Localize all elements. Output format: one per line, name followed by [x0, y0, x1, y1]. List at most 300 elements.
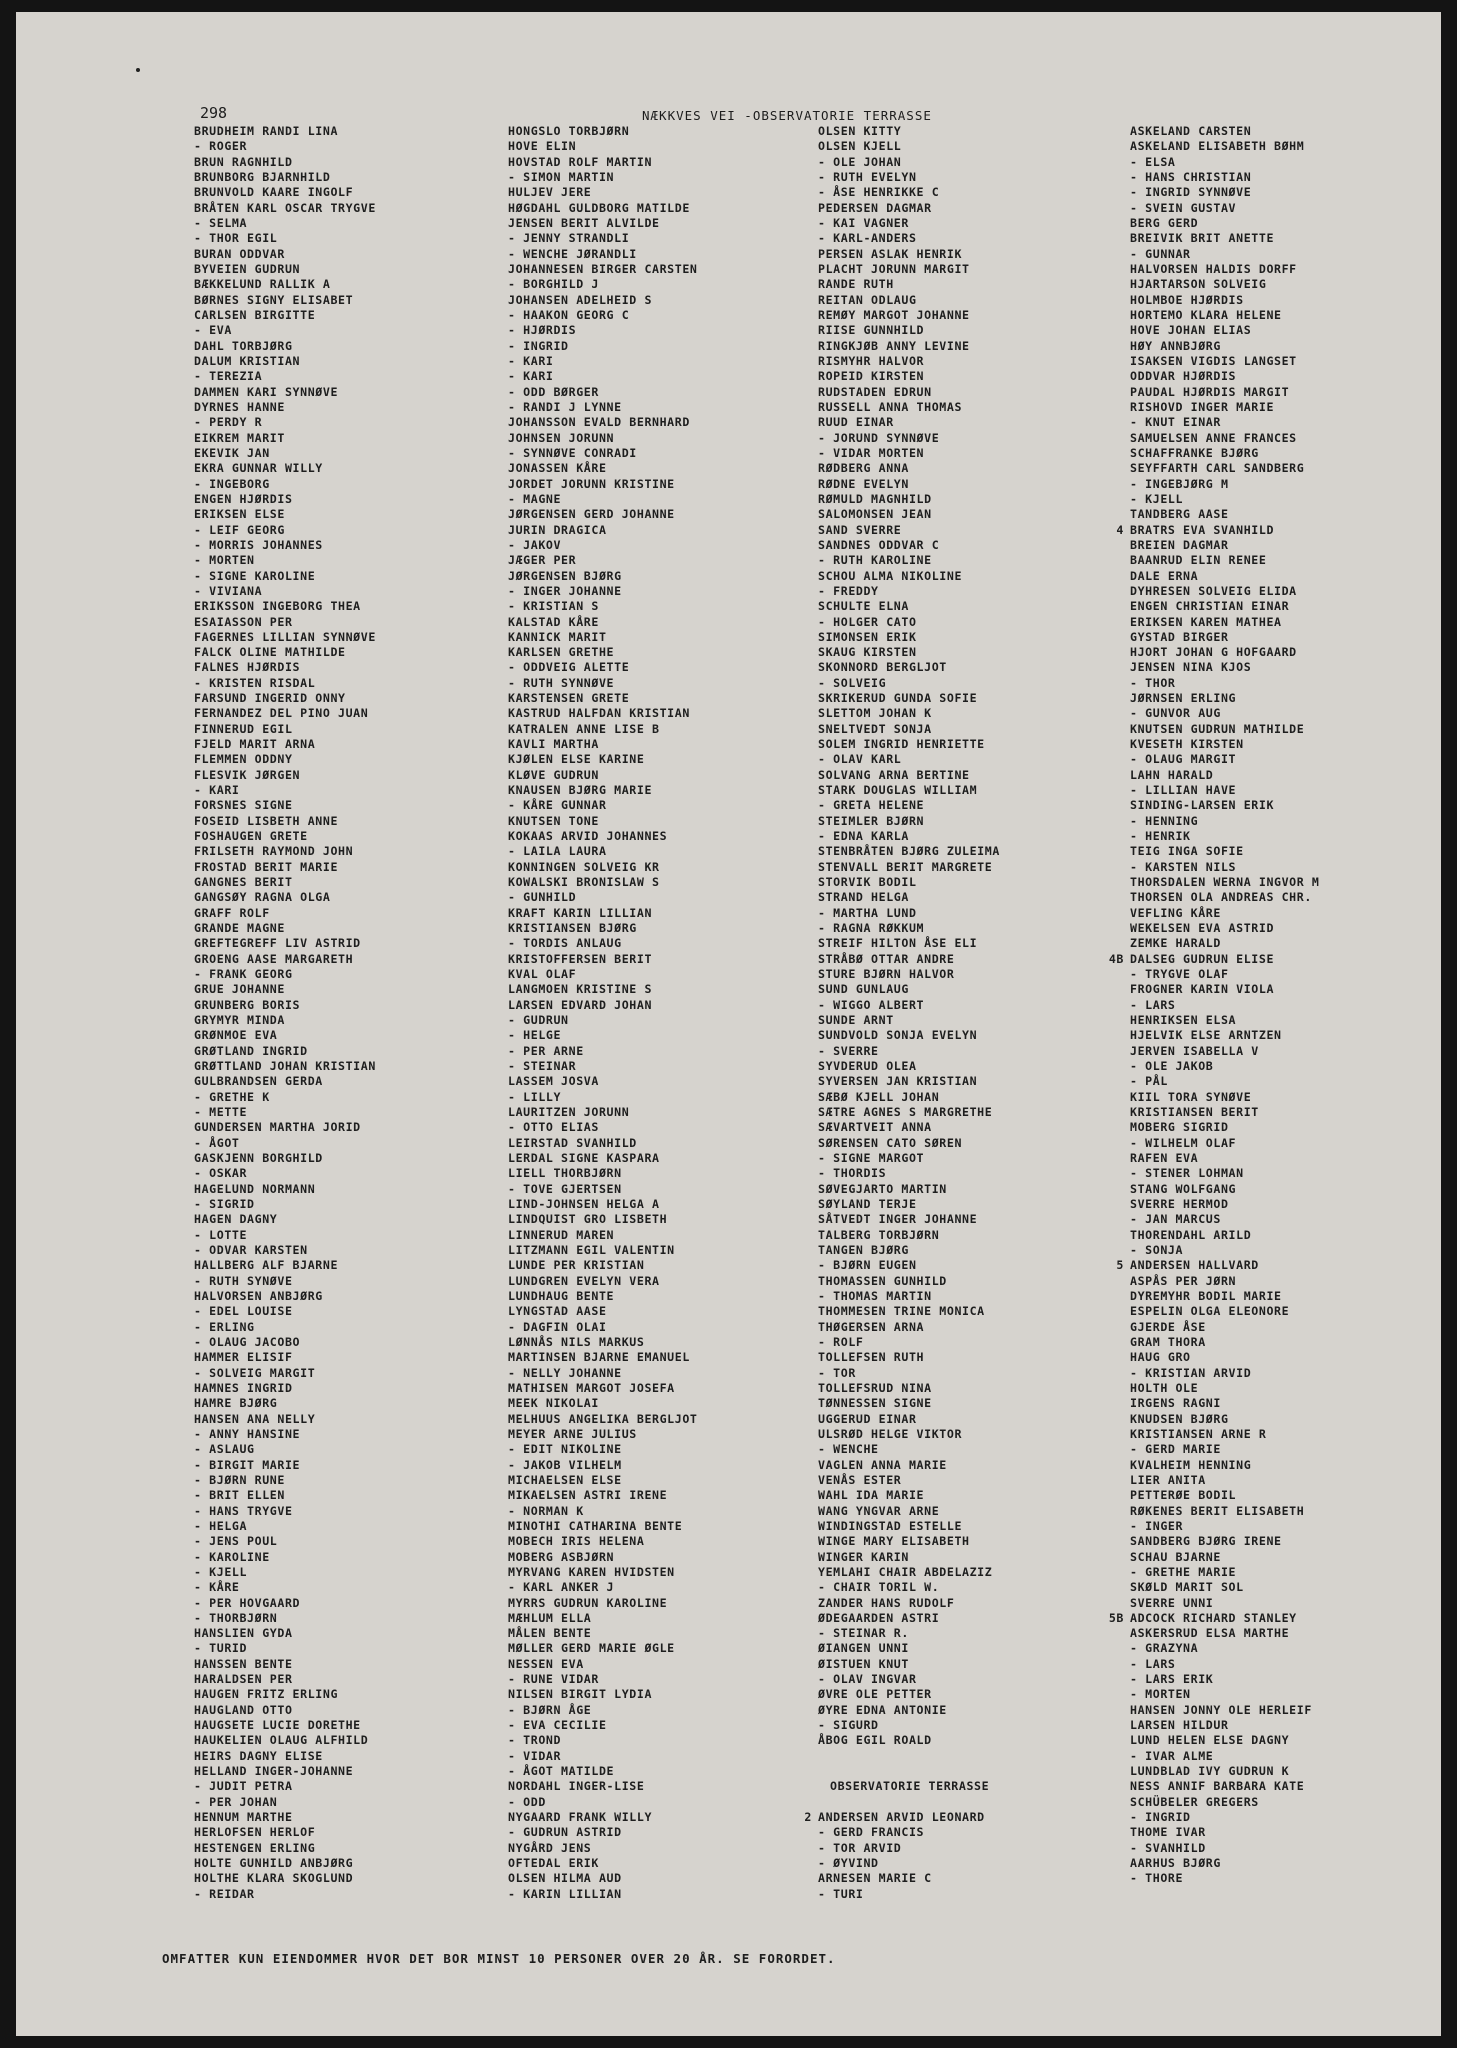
resident-name: - GERD MARIE: [1130, 1442, 1221, 1457]
resident-name: DYREMYHR BODIL MARIE: [1130, 1288, 1282, 1303]
resident-name: FERNANDEZ DEL PINO JUAN: [194, 706, 369, 721]
directory-entry: [194, 1626, 376, 1641]
directory-entry: [1130, 1657, 1320, 1672]
resident-name: STENBRÅTEN BJØRG ZULEIMA: [818, 844, 1000, 859]
resident-name: - GRETA HELENE: [818, 798, 925, 813]
directory-entry: [1130, 691, 1320, 706]
resident-name: CARLSEN BIRGITTE: [194, 307, 316, 322]
directory-entry: [508, 201, 698, 216]
resident-name: LANGMOEN KRISTINE S: [508, 982, 653, 997]
resident-name: SLETTOM JOHAN K: [818, 706, 932, 721]
resident-name: RUUD EINAR: [818, 415, 894, 430]
directory-column-1: [194, 124, 376, 1902]
resident-name: - HENRIK: [1130, 829, 1191, 844]
resident-name: HAMRE BJØRG: [194, 1396, 278, 1411]
resident-name: - ELSA: [1130, 154, 1176, 169]
directory-entry: [1130, 553, 1320, 568]
directory-entry: [1130, 1626, 1320, 1641]
directory-entry: [508, 752, 698, 767]
resident-name: ISAKSEN VIGDIS LANGSET: [1130, 353, 1297, 368]
resident-name: - HJØRDIS: [508, 323, 577, 338]
directory-entry: [1130, 1795, 1320, 1810]
resident-name: - PER JOHAN: [194, 1794, 278, 1809]
directory-entry: [818, 1779, 1000, 1794]
directory-entry: [1130, 277, 1320, 292]
resident-name: SYVDERUD OLEA: [818, 1059, 917, 1074]
directory-entry: [194, 1182, 376, 1197]
directory-entry: [194, 1013, 376, 1028]
directory-entry: [194, 1427, 376, 1442]
resident-name: HJARTARSON SOLVEIG: [1130, 277, 1267, 292]
resident-name: SKONNORD BERGLJOT: [818, 660, 947, 675]
resident-name: - FRANK GEORG: [194, 967, 293, 982]
directory-entry: [508, 1258, 698, 1273]
directory-entry: [1130, 1120, 1320, 1135]
resident-name: VAGLEN ANNA MARIE: [818, 1457, 947, 1472]
directory-entry: [194, 982, 376, 997]
directory-entry: [508, 1488, 698, 1503]
directory-entry: [194, 890, 376, 905]
directory-entry: [194, 860, 376, 875]
resident-name: - SELMA: [194, 215, 248, 230]
directory-entry: [818, 1841, 1000, 1856]
resident-name: WAHL IDA MARIE: [818, 1488, 925, 1503]
resident-name: FALNES HJØRDIS: [194, 660, 301, 675]
directory-entry: [1130, 752, 1320, 767]
resident-name: ERIKSEN ELSE: [194, 507, 285, 522]
directory-entry: [508, 354, 698, 369]
resident-name: ASKELAND CARSTEN: [1130, 124, 1252, 138]
directory-entry: [508, 615, 698, 630]
directory-entry: [194, 1749, 376, 1764]
resident-name: STENVALL BERIT MARGRETE: [818, 859, 993, 874]
directory-entry: [508, 860, 698, 875]
directory-entry: [1130, 814, 1320, 829]
directory-entry: [194, 1825, 376, 1840]
resident-name: - ÅGOT MATILDE: [508, 1764, 615, 1779]
directory-entry: [194, 1504, 376, 1519]
directory-entry: [194, 936, 376, 951]
resident-name: LUNDHAUG BENTE: [508, 1288, 615, 1303]
resident-name: ØIANGEN UNNI: [818, 1641, 909, 1656]
resident-name: - LEIF GEORG: [194, 522, 285, 537]
directory-entry: [1130, 400, 1320, 415]
resident-name: - RUTH SYNØVE: [194, 1273, 293, 1288]
directory-entry: [1130, 1565, 1320, 1580]
directory-entry: [1130, 492, 1320, 507]
directory-entry: [818, 431, 1000, 446]
resident-name: - EDEL LOUISE: [194, 1304, 293, 1319]
directory-entry: [818, 1825, 1000, 1840]
directory-entry: [194, 124, 376, 139]
resident-name: - SIGRID: [194, 1196, 255, 1211]
resident-name: KLØVE GUDRUN: [508, 767, 599, 782]
resident-name: REMØY MARGOT JOHANNE: [818, 307, 970, 322]
resident-name: SKAUG KIRSTEN: [818, 645, 917, 660]
resident-name: HAUKELIEN OLAUG ALFHILD: [194, 1733, 369, 1748]
resident-name: MÆHLUM ELLA: [508, 1610, 592, 1625]
directory-entry: [194, 339, 376, 354]
directory-entry: [818, 1641, 1000, 1656]
directory-entry: [508, 676, 698, 691]
resident-name: FRILSETH RAYMOND JOHN: [194, 844, 354, 859]
directory-entry: [1130, 1166, 1320, 1181]
directory-entry: [818, 1473, 1000, 1488]
directory-entry: [508, 1090, 698, 1105]
directory-entry: [818, 1626, 1000, 1641]
resident-name: HESTENGEN ERLING: [194, 1840, 316, 1855]
resident-name: KANNICK MARIT: [508, 629, 607, 644]
resident-name: - EVA CECILIE: [508, 1718, 607, 1733]
directory-entry: [194, 170, 376, 185]
directory-entry: [194, 752, 376, 767]
directory-entry: [818, 277, 1000, 292]
directory-entry: [194, 1396, 376, 1411]
directory-entry: [818, 645, 1000, 660]
resident-name: DYHRESEN SOLVEIG ELIDA: [1130, 583, 1297, 598]
resident-name: - ERLING: [194, 1319, 255, 1334]
directory-entry: [194, 1289, 376, 1304]
directory-entry: [508, 768, 698, 783]
directory-entry: [818, 477, 1000, 492]
directory-entry: [194, 1611, 376, 1626]
resident-name: JØRGENSEN BJØRG: [508, 568, 622, 583]
resident-name: LAURITZEN JORUNN: [508, 1105, 630, 1119]
resident-name: - KARI: [508, 369, 554, 384]
directory-entry: [818, 1044, 1000, 1059]
directory-entry: [194, 645, 376, 660]
resident-name: BRÅTEN KARL OSCAR TRYGVE: [194, 200, 376, 215]
directory-entry: [508, 982, 698, 997]
resident-name: SEYFFARTH CARL SANDBERG: [1130, 461, 1305, 476]
resident-name: - REIDAR: [194, 1886, 255, 1901]
directory-entry: [508, 1182, 698, 1197]
resident-name: ASPÅS PER JØRN: [1130, 1273, 1237, 1288]
directory-entry: [194, 829, 376, 844]
directory-entry: [1130, 201, 1320, 216]
directory-entry: [1130, 1580, 1320, 1595]
resident-name: NESS ANNIF BARBARA KATE: [1130, 1779, 1305, 1794]
resident-name: LASSEM JOSVA: [508, 1074, 599, 1089]
resident-name: THØGERSEN ARNA: [818, 1319, 925, 1334]
resident-name: - METTE: [194, 1105, 248, 1119]
resident-name: MEYER ARNE JULIUS: [508, 1426, 637, 1441]
resident-name: - NELLY JOHANNE: [508, 1365, 622, 1380]
directory-entry: [1130, 982, 1320, 997]
directory-entry: [818, 247, 1000, 262]
directory-entry: [194, 354, 376, 369]
resident-name: - EDIT NIKOLINE: [508, 1442, 622, 1457]
resident-name: - JORUND SYNNØVE: [818, 430, 940, 445]
resident-name: REITAN ODLAUG: [818, 292, 917, 307]
directory-entry: [194, 1212, 376, 1227]
resident-name: LØNNÅS NILS MARKUS: [508, 1334, 645, 1349]
resident-name: KALSTAD KÅRE: [508, 614, 599, 629]
directory-entry: [508, 262, 698, 277]
resident-name: - INGRID: [508, 338, 569, 353]
directory-entry: [508, 1304, 698, 1319]
directory-entry: [818, 1687, 1000, 1702]
resident-name: LIND-JOHNSEN HELGA A: [508, 1196, 660, 1211]
resident-name: - GUNVOR AUG: [1130, 706, 1221, 721]
directory-entry: [1130, 185, 1320, 200]
directory-entry: [818, 829, 1000, 844]
resident-name: - BORGHILD J: [508, 277, 599, 292]
resident-name: - ODVAR KARSTEN: [194, 1242, 308, 1257]
resident-name: GJERDE ÅSE: [1130, 1319, 1206, 1334]
resident-name: - WENCHE JØRANDLI: [508, 246, 637, 261]
resident-name: RØDBERG ANNA: [818, 461, 909, 476]
directory-entry: [1130, 967, 1320, 982]
directory-entry: [194, 1136, 376, 1151]
resident-name: - CHAIR TORIL W.: [818, 1580, 940, 1595]
directory-entry: [194, 1550, 376, 1565]
resident-name: - MAGNE: [508, 491, 562, 506]
resident-name: - STEINAR: [508, 1059, 577, 1074]
directory-entry: [508, 1825, 698, 1840]
directory-entry: [1130, 293, 1320, 308]
resident-name: - RUTH KAROLINE: [818, 553, 932, 568]
resident-name: OLSEN KITTY: [818, 124, 902, 138]
resident-name: - OLE JAKOB: [1130, 1059, 1214, 1074]
directory-entry: [194, 1274, 376, 1289]
directory-entry: [194, 1458, 376, 1473]
resident-name: DALSEG GUDRUN ELISE: [1130, 951, 1275, 966]
directory-entry: [508, 1228, 698, 1243]
resident-name: - TROND: [508, 1733, 562, 1748]
resident-name: - BJØRN EUGEN: [818, 1258, 917, 1273]
resident-name: GUNDERSEN MARTHA JORID: [194, 1120, 361, 1135]
directory-entry: [1130, 538, 1320, 553]
directory-entry: [194, 538, 376, 553]
directory-entry: [508, 844, 698, 859]
directory-entry: [818, 768, 1000, 783]
resident-name: LINDQUIST GRO LISBETH: [508, 1212, 668, 1227]
directory-entry: [194, 798, 376, 813]
resident-name: MATHISEN MARGOT JOSEFA: [508, 1380, 675, 1395]
resident-name: - NORMAN K: [508, 1503, 584, 1518]
resident-name: - RUTH SYNNØVE: [508, 675, 615, 690]
directory-entry: [508, 599, 698, 614]
resident-name: BURAN ODDVAR: [194, 246, 285, 261]
resident-name: LIER ANITA: [1130, 1472, 1206, 1487]
directory-entry: [818, 354, 1000, 369]
directory-entry: [1130, 599, 1320, 614]
resident-name: SOLVANG ARNA BERTINE: [818, 767, 970, 782]
resident-name: BRUN RAGNHILD: [194, 154, 293, 169]
directory-entry: [508, 538, 698, 553]
resident-name: OFTEDAL ERIK: [508, 1856, 599, 1871]
resident-name: SANDNES ODDVAR C: [818, 537, 940, 552]
directory-entry: [508, 1396, 698, 1411]
resident-name: SVERRE UNNI: [1130, 1595, 1214, 1610]
directory-entry: [508, 1779, 698, 1794]
directory-entry: [1130, 660, 1320, 675]
directory-entry: [508, 400, 698, 415]
resident-name: HOLTE GUNHILD ANBJØRG: [194, 1856, 354, 1871]
resident-name: KRISTOFFERSEN BERIT: [508, 951, 653, 966]
resident-name: BRUNVOLD KAARE INGOLF: [194, 185, 354, 200]
directory-entry: [1130, 1687, 1320, 1702]
resident-name: HJORT JOHAN G HOFGAARD: [1130, 645, 1297, 660]
resident-name: GRUE JOHANNE: [194, 982, 285, 997]
resident-name: ANDERSEN ARVID LEONARD: [818, 1810, 985, 1825]
resident-name: - SIGURD: [818, 1718, 879, 1733]
directory-entry: [194, 446, 376, 461]
resident-name: HAGELUND NORMANN: [194, 1181, 316, 1196]
resident-name: JONASSEN KÅRE: [508, 461, 607, 476]
directory-entry: [508, 936, 698, 951]
directory-entry: [818, 1090, 1000, 1105]
resident-name: MARTINSEN BJARNE EMANUEL: [508, 1350, 690, 1365]
directory-entry: [818, 1534, 1000, 1549]
resident-name: SUND GUNLAUG: [818, 982, 909, 997]
directory-entry: [508, 170, 698, 185]
resident-name: STREIF HILTON ÅSE ELI: [818, 936, 978, 951]
directory-entry: [508, 1289, 698, 1304]
resident-name: - THOMAS MARTIN: [818, 1288, 932, 1303]
directory-entry: [818, 369, 1000, 384]
resident-name: LAHN HARALD: [1130, 767, 1214, 782]
resident-name: PLACHT JORUNN MARGIT: [818, 261, 970, 276]
directory-entry: [194, 1442, 376, 1457]
directory-entry: [194, 1243, 376, 1258]
resident-name: HANSEN ANA NELLY: [194, 1411, 316, 1426]
directory-entry: [818, 615, 1000, 630]
resident-name: DYRNES HANNE: [194, 399, 285, 414]
directory-entry: [1130, 921, 1320, 936]
resident-name: MYRRS GUDRUN KAROLINE: [508, 1595, 668, 1610]
resident-name: HAUGLAND OTTO: [194, 1702, 293, 1717]
directory-entry: [194, 1580, 376, 1595]
directory-entry: [818, 660, 1000, 675]
directory-entry: [818, 1243, 1000, 1258]
resident-name: - OLE JOHAN: [818, 154, 902, 169]
directory-entry: [508, 875, 698, 890]
directory-entry: [194, 676, 376, 691]
directory-entry: [818, 139, 1000, 154]
directory-entry: [194, 722, 376, 737]
directory-entry: [818, 1212, 1000, 1227]
resident-name: KASTRUD HALFDAN KRISTIAN: [508, 706, 690, 721]
directory-entry: [508, 231, 698, 246]
resident-name: - OTTO ELIAS: [508, 1120, 599, 1135]
directory-entry: [818, 1611, 1000, 1626]
resident-name: HULJEV JERE: [508, 185, 592, 200]
directory-entry: [508, 155, 698, 170]
resident-name: HAGEN DAGNY: [194, 1212, 278, 1227]
directory-entry: [818, 339, 1000, 354]
resident-name: BREIEN DAGMAR: [1130, 537, 1229, 552]
resident-name: HAMMER ELISIF: [194, 1350, 293, 1365]
directory-entry: [194, 1350, 376, 1365]
directory-entry: [194, 952, 376, 967]
directory-entry: [508, 1151, 698, 1166]
directory-entry: [818, 691, 1000, 706]
directory-entry: [818, 752, 1000, 767]
directory-entry: [818, 1458, 1000, 1473]
resident-name: THORSEN OLA ANDREAS CHR.: [1130, 890, 1312, 905]
resident-name: GRANDE MAGNE: [194, 921, 285, 936]
resident-name: FOSHAUGEN GRETE: [194, 829, 308, 844]
directory-entry: [1130, 1550, 1320, 1565]
directory-entry: [818, 231, 1000, 246]
resident-name: ZEMKE HARALD: [1130, 936, 1221, 951]
speck-mark: [136, 68, 140, 72]
directory-entry: [818, 400, 1000, 415]
directory-entry: [818, 890, 1000, 905]
resident-name: JOHANSEN ADELHEID S: [508, 292, 653, 307]
directory-entry: [818, 415, 1000, 430]
resident-name: - THORE: [1130, 1871, 1184, 1886]
directory-entry: [508, 1565, 698, 1580]
resident-name: - IVAR ALME: [1130, 1748, 1214, 1763]
resident-name: KIIL TORA SYNØVE: [1130, 1089, 1252, 1104]
resident-name: STURE BJØRN HALVOR: [818, 967, 955, 982]
directory-entry: [818, 124, 1000, 139]
directory-entry: [194, 1641, 376, 1656]
house-number: 4B: [1108, 951, 1124, 966]
directory-entry: [1130, 890, 1320, 905]
directory-entry: [508, 1458, 698, 1473]
directory-entry: [1130, 1703, 1320, 1718]
resident-name: ZANDER HANS RUDOLF: [818, 1595, 955, 1610]
resident-name: WINGE MARY ELISABETH: [818, 1534, 970, 1549]
directory-entry: [194, 1887, 376, 1902]
resident-name: - ODD: [508, 1794, 546, 1809]
resident-name: KRISTIANSEN ARNE R: [1130, 1426, 1267, 1441]
resident-name: HELLAND INGER-JOHANNE: [194, 1764, 354, 1779]
directory-entry: [1130, 507, 1320, 522]
directory-entry: [818, 293, 1000, 308]
directory-entry: [194, 1228, 376, 1243]
resident-name: - RUNE VIDAR: [508, 1672, 599, 1687]
directory-entry: [194, 1044, 376, 1059]
directory-entry: [818, 1182, 1000, 1197]
resident-name: - MARTHA LUND: [818, 905, 917, 920]
resident-name: GRØTTLAND JOHAN KRISTIAN: [194, 1059, 376, 1074]
resident-name: SCHAFFRANKE BJØRG: [1130, 445, 1259, 460]
resident-name: - TRYGVE OLAF: [1130, 967, 1229, 982]
directory-entry: [818, 998, 1000, 1013]
resident-name: AARHUS BJØRG: [1130, 1856, 1221, 1871]
resident-name: - ODDVEIG ALETTE: [508, 660, 630, 675]
directory-entry: [818, 1718, 1000, 1733]
house-number: 5: [1116, 1258, 1124, 1273]
resident-name: STANG WOLFGANG: [1130, 1181, 1237, 1196]
directory-entry: [508, 1335, 698, 1350]
resident-name: - HELGA: [194, 1518, 248, 1533]
directory-entry: [508, 1887, 698, 1902]
directory-entry: [818, 262, 1000, 277]
directory-entry: [194, 569, 376, 584]
resident-name: LITZMANN EGIL VALENTIN: [508, 1242, 675, 1257]
resident-name: SKØLD MARIT SOL: [1130, 1580, 1244, 1595]
resident-name: LARSEN EDVARD JOHAN: [508, 997, 653, 1012]
directory-entry: [818, 952, 1000, 967]
house-number: 2: [804, 1810, 812, 1825]
resident-name: - ROLF: [818, 1334, 864, 1349]
directory-entry: [508, 1320, 698, 1335]
resident-name: SIMONSEN ERIK: [818, 629, 917, 644]
resident-name: HANSSEN BENTE: [194, 1656, 293, 1671]
resident-name: - VIVIANA: [194, 583, 263, 598]
directory-entry: [818, 584, 1000, 599]
resident-name: GASKJENN BORGHILD: [194, 1150, 323, 1165]
resident-name: FLEMMEN ODDNY: [194, 752, 293, 767]
resident-name: KRISTIANSEN BERIT: [1130, 1105, 1259, 1119]
resident-name: TØNNESSEN SIGNE: [818, 1396, 932, 1411]
